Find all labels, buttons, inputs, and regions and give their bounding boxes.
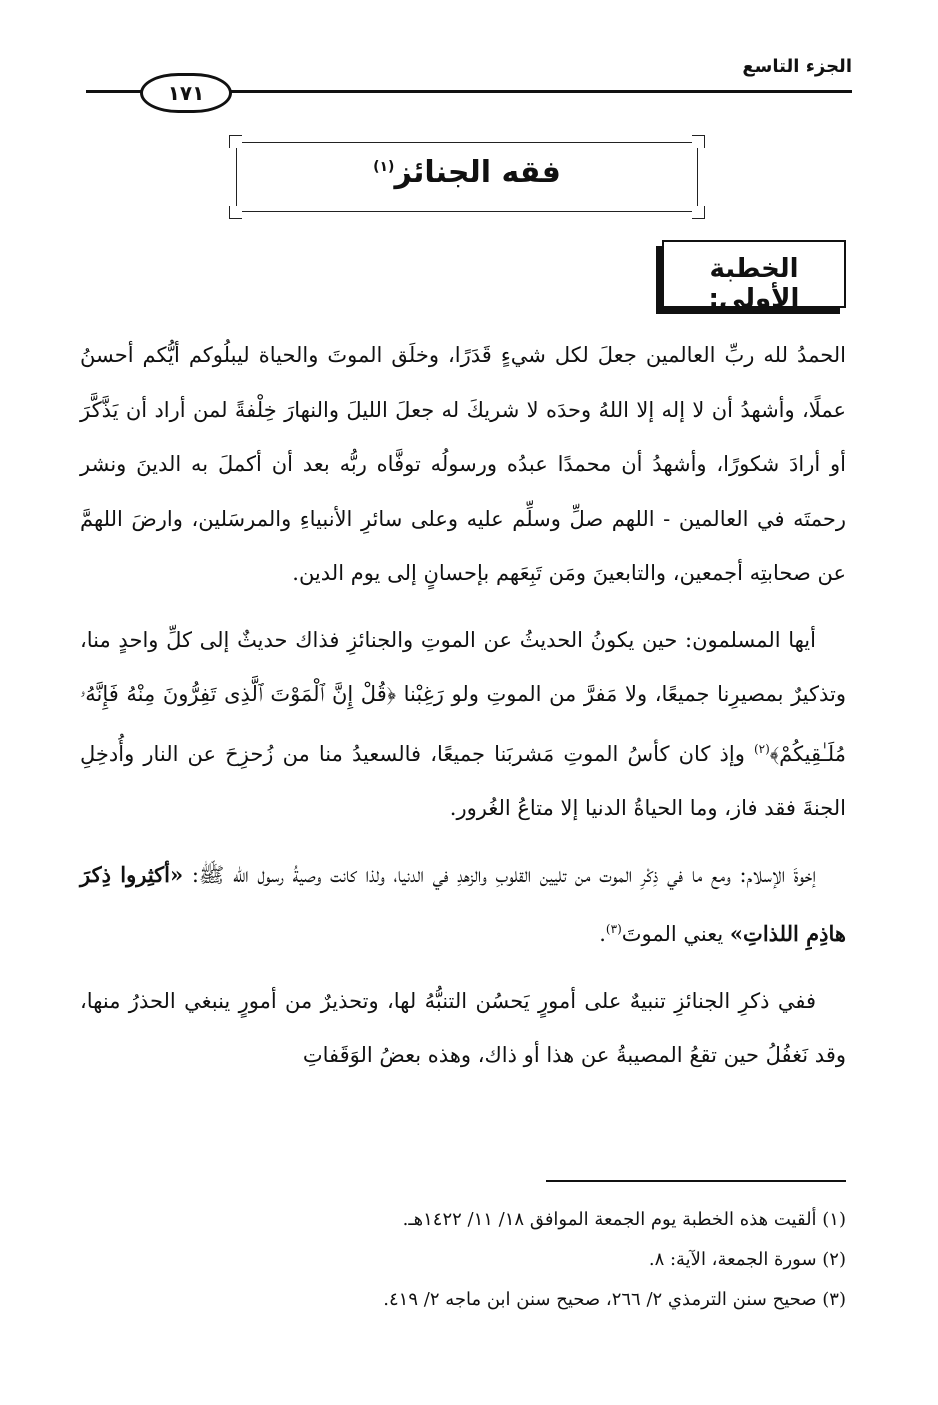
paragraph-death bbox=[80, 613, 846, 836]
footnote-item: (٢) سورة الجمعة، الآية: ٨. bbox=[648, 1249, 846, 1270]
chapter-title-frame bbox=[236, 142, 698, 212]
hadith-quote: «أكثِروا ذِكرَ هاذِمِ اللذاتِ» bbox=[80, 861, 846, 946]
paragraph-opening: الحمدُ لله ربِّ العالمين جعلَ لكل شيءٍ قَدَرًا، وخلَق الموتَ والحياة ليبلُوكم أيُّكم أحسنُ عملًا، وأشهدُ أن لا إله إلا اللهُ وحدَه لا شريكَ له جعلَ الليلَ والنهارَ خِلْفةً لمن أراد أن يَذَّكَّرَ أو أرادَ شكورًا، وأشهدُ أن محمدًا عبدُه ورسولُه توفَّاه ربُّه بعد أن أكملَ به الدينَ ونشر رحمتَه في العالمين - اللهم صلِّ وسلِّم عليه وعلى سائرِ الأنبياءِ والمرسَلين، وارضَ اللهمَّ عن صحابتِه أجمعين، والتابعينَ ومَن تَبِعَهم بإحسانٍ إلى يوم الدين. bbox=[80, 343, 846, 585]
paragraph-text: يعني الموتَ bbox=[621, 922, 730, 946]
chapter-title-text: فقه الجنائز bbox=[394, 155, 561, 190]
frame-corner bbox=[692, 135, 705, 148]
paragraph-text: إخوةَ الإسلام: ومع ما في ذِكْرِ الموت من تليين القلوبِ والزهدِ في الدنيا، ولذا كانت وصيةُ رسول الله ﷺ: bbox=[183, 862, 816, 887]
body-text bbox=[80, 328, 846, 1095]
footnote-separator bbox=[546, 1180, 846, 1182]
footnote-item: (١) ألقيت هذه الخطبة يوم الجمعة الموافق ١٨/ ١١/ ١٤٢٢هـ. bbox=[402, 1209, 846, 1230]
section-heading-box bbox=[662, 240, 846, 314]
footnotes bbox=[80, 1200, 846, 1320]
paragraph-remembrance bbox=[80, 848, 846, 962]
paragraph-text: أيها المسلمون: حين يكونُ الحديثُ عن الموتِ والجنائزِ فذاك حديثٌ إلى كلِّ واحدٍ منا، وتذكيرٌ بمصيرِنا جميعًا، ولا مَفرَّ من الموتِ ولو رَغِبْنا ﴿قُلْ إِنَّ ٱلْمَوْتَ ٱلَّذِى تَفِرُّونَ مِنْهُ فَإِنَّهُۥ مُلَـٰقِيكُمْ﴾ bbox=[80, 627, 846, 766]
paragraph-funerals: ففي ذكرِ الجنائزِ تنبيهٌ على أمورٍ يَحسُن التنبُّهُ لها، وتحذيرٌ من أمورٍ ينبغي الحذرُ منها، وقد نَغفُلُ حين تقعُ المصيبةُ عن هذا أو ذاك، وهذه بعضُ الوَقَفاتِ bbox=[80, 988, 846, 1067]
paragraph-text: وإذ كان كأسُ الموتِ مَشربَنا جميعًا، فالسعيدُ منا من زُحزِحَ عن النار وأُدخِلِ الجنةَ فقد فاز، وما الحياةُ الدنيا إلا متاعُ الغُرور. bbox=[80, 741, 846, 820]
footnote-ref[interactable]: (٢) bbox=[753, 741, 770, 756]
section-heading: الخطبة الأولى: bbox=[708, 254, 800, 314]
chapter-title bbox=[237, 155, 697, 190]
footnote-ref[interactable]: (٣) bbox=[605, 922, 622, 936]
paragraph-text: . bbox=[599, 922, 606, 946]
page-number: ١٧١ bbox=[140, 73, 232, 113]
frame-corner bbox=[229, 206, 242, 219]
footnote-item: (٣) صحيح سنن الترمذي ٢/ ٢٦٦، صحيح سنن ابن ماجه ٢/ ٤١٩. bbox=[383, 1289, 846, 1310]
running-header-title: الجزء التاسع bbox=[742, 56, 852, 77]
footnote-ref[interactable]: (١) bbox=[373, 159, 395, 175]
frame-corner bbox=[229, 135, 242, 148]
frame-corner bbox=[692, 206, 705, 219]
